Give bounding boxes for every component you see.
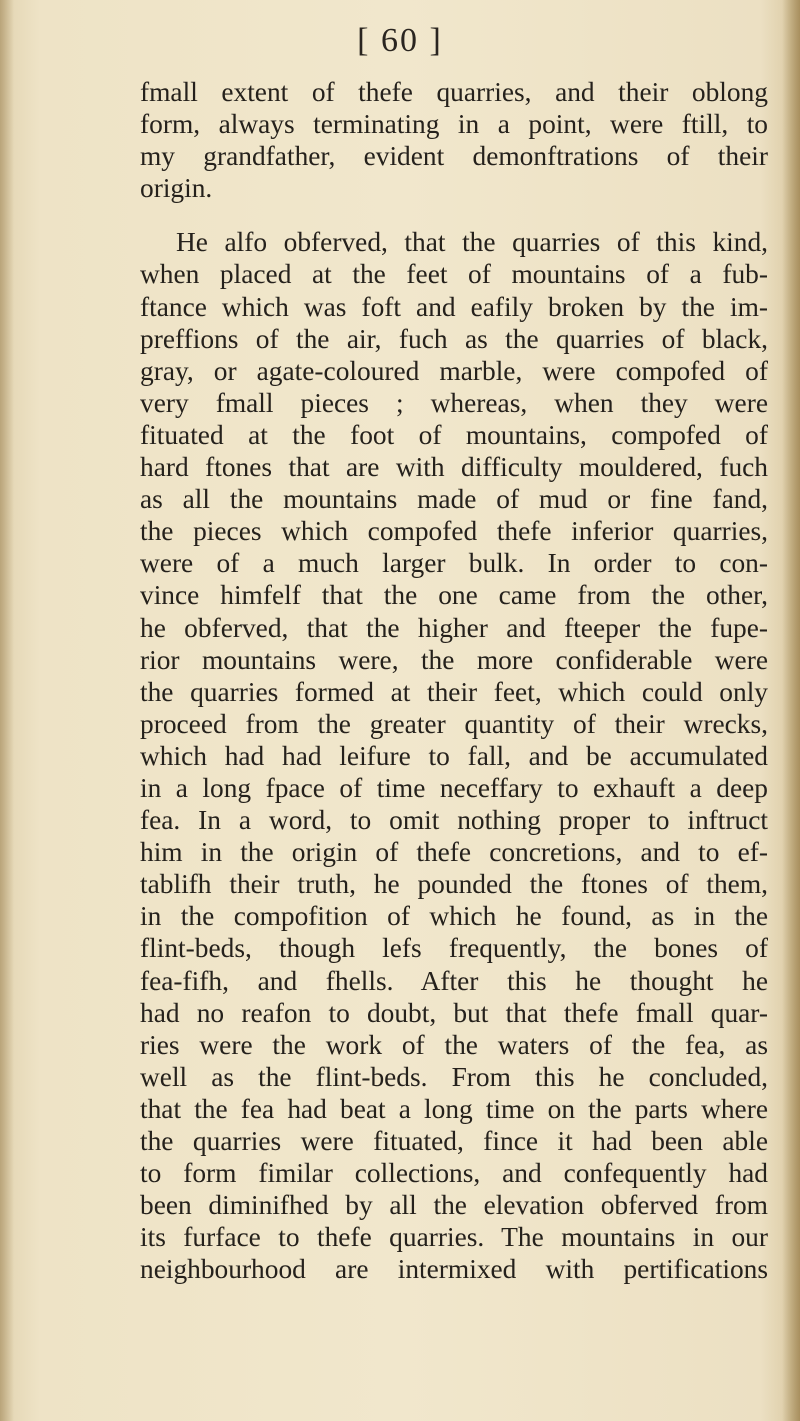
text-line: which had had leifure to fall, and be accumulated xyxy=(140,740,768,771)
text-line: as all the mountains made of mud or fine fand, xyxy=(140,484,768,515)
text-line: rior mountains were, the more confiderable were xyxy=(140,644,768,675)
paragraph-gap xyxy=(140,204,768,226)
text-line: had no reafon to doubt, but that thefe fmall quar- xyxy=(140,997,768,1028)
text-line: flint-beds, though lefs frequently, the bones of xyxy=(140,933,768,964)
text-line: neighbourhood are intermixed with pertifications xyxy=(140,1254,768,1285)
text-line: he obferved, that the higher and fteeper the fupe- xyxy=(140,612,768,643)
text-line: fituated at the foot of mountains, compofed of xyxy=(140,419,768,450)
text-line: hard ftones that are with difficulty mouldered, fuch xyxy=(140,452,768,483)
text-line: him in the origin of thefe concretions, and to ef- xyxy=(140,837,768,868)
text-line: that the fea had beat a long time on the parts where xyxy=(140,1093,768,1124)
text-line: gray, or agate-coloured marble, were compofed of xyxy=(140,355,768,386)
text-line: fea. In a word, to omit nothing proper to inftruct xyxy=(140,805,768,836)
text-line: well as the flint-beds. From this he concluded, xyxy=(140,1061,768,1092)
page-right-edge xyxy=(782,0,800,1421)
text-line: in a long fpace of time neceffary to exhauft a deep xyxy=(140,772,768,803)
text-line: vince himfelf that the one came from the other, xyxy=(140,580,768,611)
text-line: when placed at the feet of mountains of a fub- xyxy=(140,259,768,290)
text-line: its furface to thefe quarries. The mountains in our xyxy=(140,1222,768,1253)
page-left-edge xyxy=(0,0,14,1421)
text-line: proceed from the greater quantity of their wrecks, xyxy=(140,708,768,739)
text-line: tablifh their truth, he pounded the ftones of them, xyxy=(140,869,768,900)
text-line: were of a much larger bulk. In order to con- xyxy=(140,548,768,579)
text-line: in the compofition of which he found, as in the xyxy=(140,901,768,932)
text-line: ftance which was foft and eafily broken by the im- xyxy=(140,291,768,322)
text-line: fea-fifh, and fhells. After this he thought he xyxy=(140,965,768,996)
text-line: the pieces which compofed thefe inferior quarries, xyxy=(140,516,768,547)
body-text xyxy=(140,76,768,1285)
text-line: form, always terminating in a point, were ftill, to xyxy=(140,109,768,140)
text-line: the quarries were fituated, fince it had been able xyxy=(140,1126,768,1156)
text-line: ries were the work of the waters of the fea, as xyxy=(140,1029,768,1060)
text-line: been diminifhed by all the elevation obferved from xyxy=(140,1190,768,1221)
text-line: my grandfather, evident demonftrations of their xyxy=(140,141,768,172)
text-line: fmall extent of thefe quarries, and their oblong xyxy=(140,77,768,107)
text-line: preffions of the air, fuch as the quarries of black, xyxy=(140,323,768,354)
page-number: [ 60 ] xyxy=(357,22,443,59)
text-line: origin. xyxy=(140,173,213,204)
text-line: very fmall pieces ; whereas, when they were xyxy=(140,387,768,418)
text-line: to form fimilar collections, and confequently had xyxy=(140,1158,768,1189)
text-line: He alfo obferved, that the quarries of this kind, xyxy=(176,227,768,258)
text-line: the quarries formed at their feet, which could only xyxy=(140,676,768,707)
